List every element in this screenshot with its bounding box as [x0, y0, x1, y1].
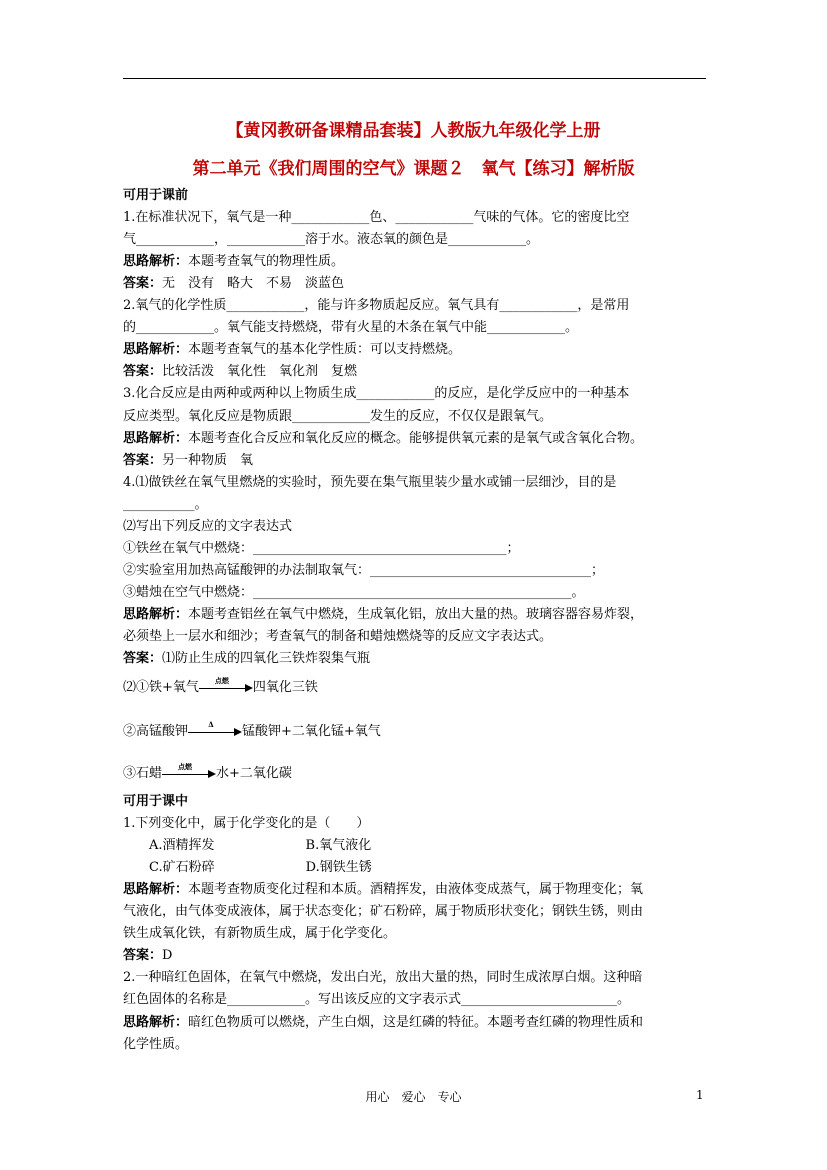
text-line: 可用于课前: [123, 188, 189, 203]
text-line: [123, 451, 253, 471]
line-label: 答案：: [123, 948, 163, 964]
text-line: ②实验室用加热高锰酸钾的办法制取氧气：__________________________________；: [123, 562, 605, 578]
text-line: [123, 880, 643, 900]
text-line: 红色固体的名称是____________。写出该反应的文字表示式________________________。: [123, 992, 631, 1008]
text-line: 气____________，____________溶于水。液态氧的颜色是____________。: [123, 232, 540, 248]
reaction-arrow-icon: [162, 761, 216, 781]
text-line: 的____________。氧气能支持燃烧，带有火星的木条在氧气中能____________。: [123, 320, 579, 336]
text-line: 反应类型。氧化反应是物质跟____________发生的反应，不仅仅是跟氧气。: [123, 408, 553, 424]
line-text: 本题考查氧气的基本化学性质：可以支持燃烧。: [188, 342, 462, 358]
document-title: 【黄冈教研备课精品套装】人教版九年级化学上册: [226, 121, 601, 141]
line-text: 另一种物质 氧: [162, 452, 254, 468]
line-label: 思路解析：: [123, 430, 189, 446]
products: 锰酸钾+二氧化锰+氧气: [242, 724, 381, 739]
line-label: 答案：: [123, 651, 163, 667]
text-line: [123, 274, 344, 294]
page-number: 1: [696, 1088, 704, 1102]
header-rule: [123, 78, 706, 79]
text-line: [123, 605, 643, 625]
reactants: ③石蜡: [123, 766, 163, 781]
line-text: 比较活泼 氧化性 氧化剂 复燃: [162, 364, 358, 380]
products: 水+二氧化碳: [216, 766, 292, 781]
line-label: 思路解析：: [123, 1014, 189, 1030]
document-subtitle: 第二单元《我们周围的空气》课题２ 氧气【练习】解析版: [192, 159, 635, 179]
line-text: 本题考查铝丝在氧气中燃烧，生成氧化铝，放出大量的热。玻璃容器容易炸裂，: [188, 606, 644, 622]
text-line: ___________。: [123, 496, 208, 512]
text-line: [123, 362, 357, 382]
text-line: 2.氧气的化学性质____________，能与许多物质起反应。氧气具有____________，是常用: [123, 298, 630, 314]
reaction-equation: [123, 761, 292, 784]
text-line: ③蜡烛在空气中燃烧：_________________________________________________。: [123, 584, 585, 600]
line-text: D: [162, 948, 173, 964]
text-line: 可用于课中: [123, 794, 189, 809]
text-line: 气液化，由气体变成液体，属于状态变化；矿石粉碎，属于物质形状变化；钢铁生锈，则由: [123, 904, 644, 920]
text-line: 4.⑴做铁丝在氧气里燃烧的实验时，预先要在集气瓶里装少量水或铺一层细沙，目的是: [123, 474, 617, 490]
reactants: ⑵①铁+氧气: [123, 680, 199, 695]
footer-motto: 用心 爱心 专心: [365, 1090, 462, 1104]
text-line: 必须垫上一层水和细沙；考查氧气的制备和蜡烛燃烧等的反应文字表达式。: [123, 629, 553, 644]
line-label: 答案：: [123, 276, 163, 292]
reactants: ②高锰酸钾: [123, 724, 189, 739]
text-line: [123, 429, 643, 449]
text-line: 3.化合反应是由两种或两种以上物质生成____________的反应，是化学反应中的一种基本: [123, 386, 630, 402]
reaction-equation: [123, 675, 318, 698]
reaction-arrow-icon: [188, 719, 242, 739]
line-text: 本题考查化合反应和氧化反应的概念。能够提供氧元素的是氧气或含氧化合物。: [188, 430, 644, 446]
text-line: [123, 1013, 643, 1033]
line-label: 思路解析：: [123, 342, 189, 358]
reaction-condition: 点燃: [214, 675, 229, 685]
line-label: 答案：: [123, 364, 163, 380]
reaction-condition: 点燃: [178, 761, 193, 771]
text-line: [123, 649, 370, 669]
text-line: ①铁丝在氧气中燃烧：_______________________________________；: [123, 540, 520, 556]
products: 四氧化三铁: [252, 680, 318, 695]
text-line: [123, 340, 461, 360]
line-text: 本题考查氧气的物理性质。: [188, 254, 345, 270]
reaction-condition: Δ: [208, 719, 214, 729]
line-label: 思路解析：: [123, 606, 189, 622]
line-label: 思路解析：: [123, 254, 189, 270]
text-line: C.矿石粉碎 D.钢铁生锈: [123, 860, 372, 876]
reaction-arrow-icon: [199, 675, 253, 695]
line-text: 暗红色物质可以燃烧，产生白烟，这是红磷的特征。本题考查红磷的物理性质和: [188, 1014, 644, 1030]
text-line: 1.在标准状况下，氧气是一种____________色、____________气味的气体。它的密度比空: [123, 210, 630, 226]
reaction-equation: [123, 719, 381, 742]
line-label: 思路解析：: [123, 882, 189, 898]
text-line: A.酒精挥发 B.氧气液化: [123, 838, 372, 854]
text-line: [123, 252, 344, 272]
text-line: 铁生成氧化铁，有新物质生成，属于化学变化。: [123, 926, 397, 942]
line-label: 答案：: [123, 452, 163, 468]
line-text: 无 没有 略大 不易 淡蓝色: [162, 276, 345, 292]
text-line: 1.下列变化中，属于化学变化的是（ ）: [123, 816, 370, 832]
line-text: 本题考查物质变化过程和本质。酒精挥发，由液体变成蒸气，属于物理变化；氧: [188, 882, 644, 898]
text-line: ⑵写出下列反应的文字表达式: [123, 518, 293, 534]
text-line: 化学性质。: [123, 1036, 189, 1052]
line-text: ⑴防止生成的四氧化三铁炸裂集气瓶: [162, 651, 371, 667]
text-line: [123, 946, 172, 966]
text-line: 2.一种暗红色固体，在氧气中燃烧，发出白光，放出大量的热，同时生成浓厚白烟。这种暗: [123, 970, 643, 986]
